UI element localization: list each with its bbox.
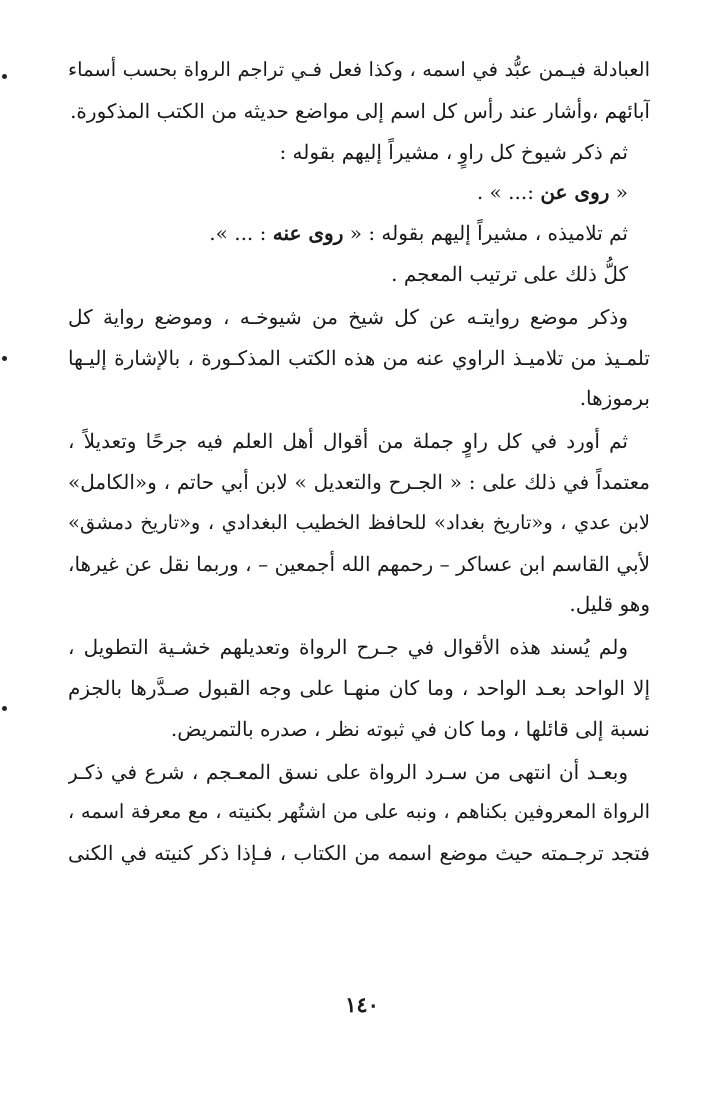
text-line: كلُّ ذلك على ترتيب المعجم .: [391, 261, 628, 286]
margin-dot: [2, 356, 7, 361]
text-line: وذكر موضع روايتـه عن كل شيخ من شيوخـه ، وموضع رواية كل: [68, 304, 628, 329]
text-line: العبادلة فيـمن عبُّد في اسمه ، وكذا فعل فـي تراجم الرواة بحسب أسماء: [68, 58, 650, 81]
text-line: تلمـيذ من تلاميـذ الراوي عنه من هذه الكتب المذكـورة ، بالإشارة إليـها: [68, 345, 650, 370]
text-line: ثم ذكر شيوخ كل راوٍ ، مشيراً إليهم بقوله :: [279, 139, 628, 164]
line-before: ثم تلاميذه ، مشيراً إليهم بقوله : «: [343, 221, 628, 246]
quote-rest: :... » .: [476, 180, 541, 205]
text-line: ثم أورد في كل راوٍ جملة من أقوال أهل العلم فيه جرحًا وتعديلاً ،: [68, 429, 628, 454]
line-after: : ... ».: [209, 221, 273, 246]
margin-dot: [2, 74, 7, 79]
text-line: برموزها.: [579, 386, 650, 411]
text-line: إلا الواحد بعـد الواحد ، وما كان منهـا على وجه القبول صـدَّرها بالجزم: [68, 675, 650, 700]
text-line: ولم يُسند هذه الأقوال في جـرح الرواة وتعديلهم خشـية التطويل ،: [68, 635, 628, 660]
text-line: نسبة إلى قائلها ، وما كان في ثبوته نظر ، صدره بالتمريض.: [170, 716, 650, 741]
text-line: [68, 172, 650, 213]
bold-phrase-rawa-an: روى عن: [540, 180, 610, 205]
text-line: آبائهم ،وأشار عند رأس كل اسم إلى مواضع حديثه من الكتب المذكورة.: [70, 98, 650, 123]
margin-dot: [2, 706, 7, 711]
page-number: ١٤٠: [345, 992, 379, 1017]
text-line: الرواة المعروفين بكناهم ، ونبه على من اشتُهر بكنيته ، مع معرفة اسمه ،: [68, 800, 650, 824]
text-line: [68, 213, 650, 254]
text-line: لابن عدي ، و«تاريخ بغداد» للحافظ الخطيب البغدادي ، و«تاريخ دمشق»: [68, 510, 650, 534]
body-text: [68, 50, 650, 874]
text-line: وهو قليل.: [569, 592, 650, 617]
bold-phrase-rawa-anhu: روى عنه: [272, 221, 344, 246]
text-line: وبعـد أن انتهى من سـرد الرواة على نسق المعـجم ، شرع في ذكـر: [68, 759, 628, 784]
quote-open: «: [609, 180, 628, 205]
text-line: معتمداً في ذلك على : « الجـرح والتعديل » لابن أبي حاتم ، و«الكامل»: [68, 469, 650, 494]
text-line: فتجد ترجـمته حيث موضع اسمه من الكتاب ، فـإذا ذكر كنيته في الكنى: [68, 841, 650, 866]
text-line: لأبي القاسم ابن عساكر – رحمهم الله أجمعين – ، وربما نقل عن غيرها،: [68, 551, 650, 576]
